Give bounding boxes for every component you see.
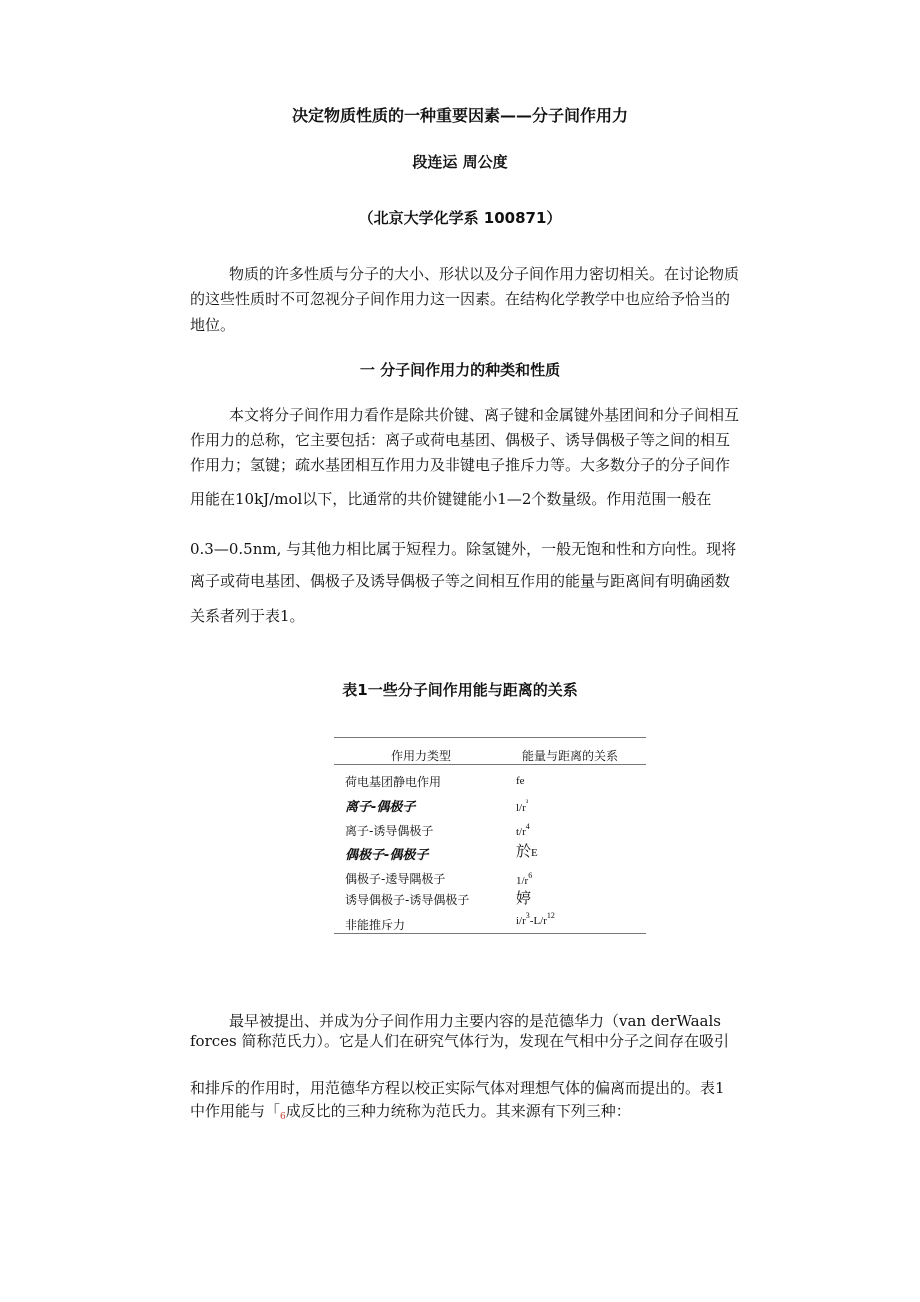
- table-cell-relation: $i/r^3-L/r^{12}$: [516, 911, 555, 927]
- section-heading: 一 分子间作用力的种类和性质: [359, 361, 561, 379]
- paragraph-line: 0.3—0.5nm, 与其他力相比属于短程力。除氢键外，一般无饱和性和方向性。现将: [190, 540, 737, 558]
- table-cell-type: 偶极子-逶导隅极子: [345, 872, 446, 886]
- table-cell-type: 离子-偶极子: [345, 800, 416, 815]
- table-cell-type: 诱导偶极子-诱导偶极子: [345, 893, 470, 907]
- table-cell-relation: $l/r^{^3}$: [516, 798, 529, 814]
- paragraph-line: forces 简称范氏力）。它是人们在研究气体行为，发现在气相中分子之间存在吸引: [190, 1032, 730, 1050]
- paragraph-line: 作用力的总称，它主要包括：离子或荷电基团、偶极子、诱导偶极子等之间的相互: [190, 431, 731, 449]
- paragraph-line: 中作用能与「$_6$成反比的三种力统称为范氏力。其来源有下列三种：: [190, 1102, 631, 1122]
- table-header-relation: 能量与距离的关系: [522, 749, 619, 763]
- table-bottom-rule: [334, 933, 646, 934]
- authors: 段连运 周公度: [412, 153, 508, 171]
- paragraph-line: 和排斥的作用时，用范德华方程以校正实际气体对理想气体的偏离而提出的。表1: [190, 1079, 725, 1097]
- table-cell-relation: 婷: [516, 889, 532, 907]
- table-header-rule: [334, 764, 646, 765]
- red-mark: 6: [280, 1112, 286, 1122]
- abstract-line: 地位。: [190, 316, 236, 334]
- affiliation: （北京大学化学系 100871）: [358, 209, 562, 227]
- table-cell-type: 离子-诱导偶极子: [345, 824, 434, 838]
- paragraph-line: 作用力；氢键；疏水基团相互作用力及非键电子推斥力等。大多数分子的分子间作: [190, 456, 731, 474]
- table-cell-relation: fe: [516, 775, 525, 787]
- paragraph-line: 离子或荷电基团、偶极子及诱导偶极子等之间相互作用的能量与距离间有明确函数: [190, 572, 731, 590]
- table-cell-type: 非能推斥力: [345, 918, 406, 932]
- table-cell-type: 偶极子-偶极子: [345, 848, 429, 863]
- paragraph-line: 本文将分子间作用力看作是除共价键、离子键和金属键外基团间和分子间相互: [229, 406, 740, 424]
- table-top-rule: [334, 737, 646, 738]
- paragraph-line: 用能在10kJ/mol以下，比通常的共价键键能小1—2个数量级。作用范围一般在: [190, 490, 712, 508]
- paragraph-line: 最早被提出、并成为分子间作用力主要内容的是范德华力（van derWaals: [229, 1012, 721, 1030]
- table-header-type: 作用力类型: [391, 749, 452, 763]
- table-caption: 表1一些分子间作用能与距离的关系: [342, 681, 578, 699]
- paragraph-line: 关系者列于表1。: [190, 607, 305, 625]
- table-cell-relation: 於E: [516, 842, 538, 860]
- article-title: 决定物质性质的一种重要因素——分子间作用力: [291, 106, 628, 125]
- table-cell-relation: $t/r^4$: [516, 822, 530, 838]
- abstract-line: 的这些性质时不可忽视分子间作用力这一因素。在结构化学教学中也应给予恰当的: [190, 290, 731, 308]
- table-cell-type: 荷电基团静电作用: [345, 775, 442, 789]
- table-cell-relation: $1/r^6$: [516, 871, 533, 887]
- abstract-line: 物质的许多性质与分子的大小、形状以及分子间作用力密切相关。在讨论物质: [229, 265, 740, 283]
